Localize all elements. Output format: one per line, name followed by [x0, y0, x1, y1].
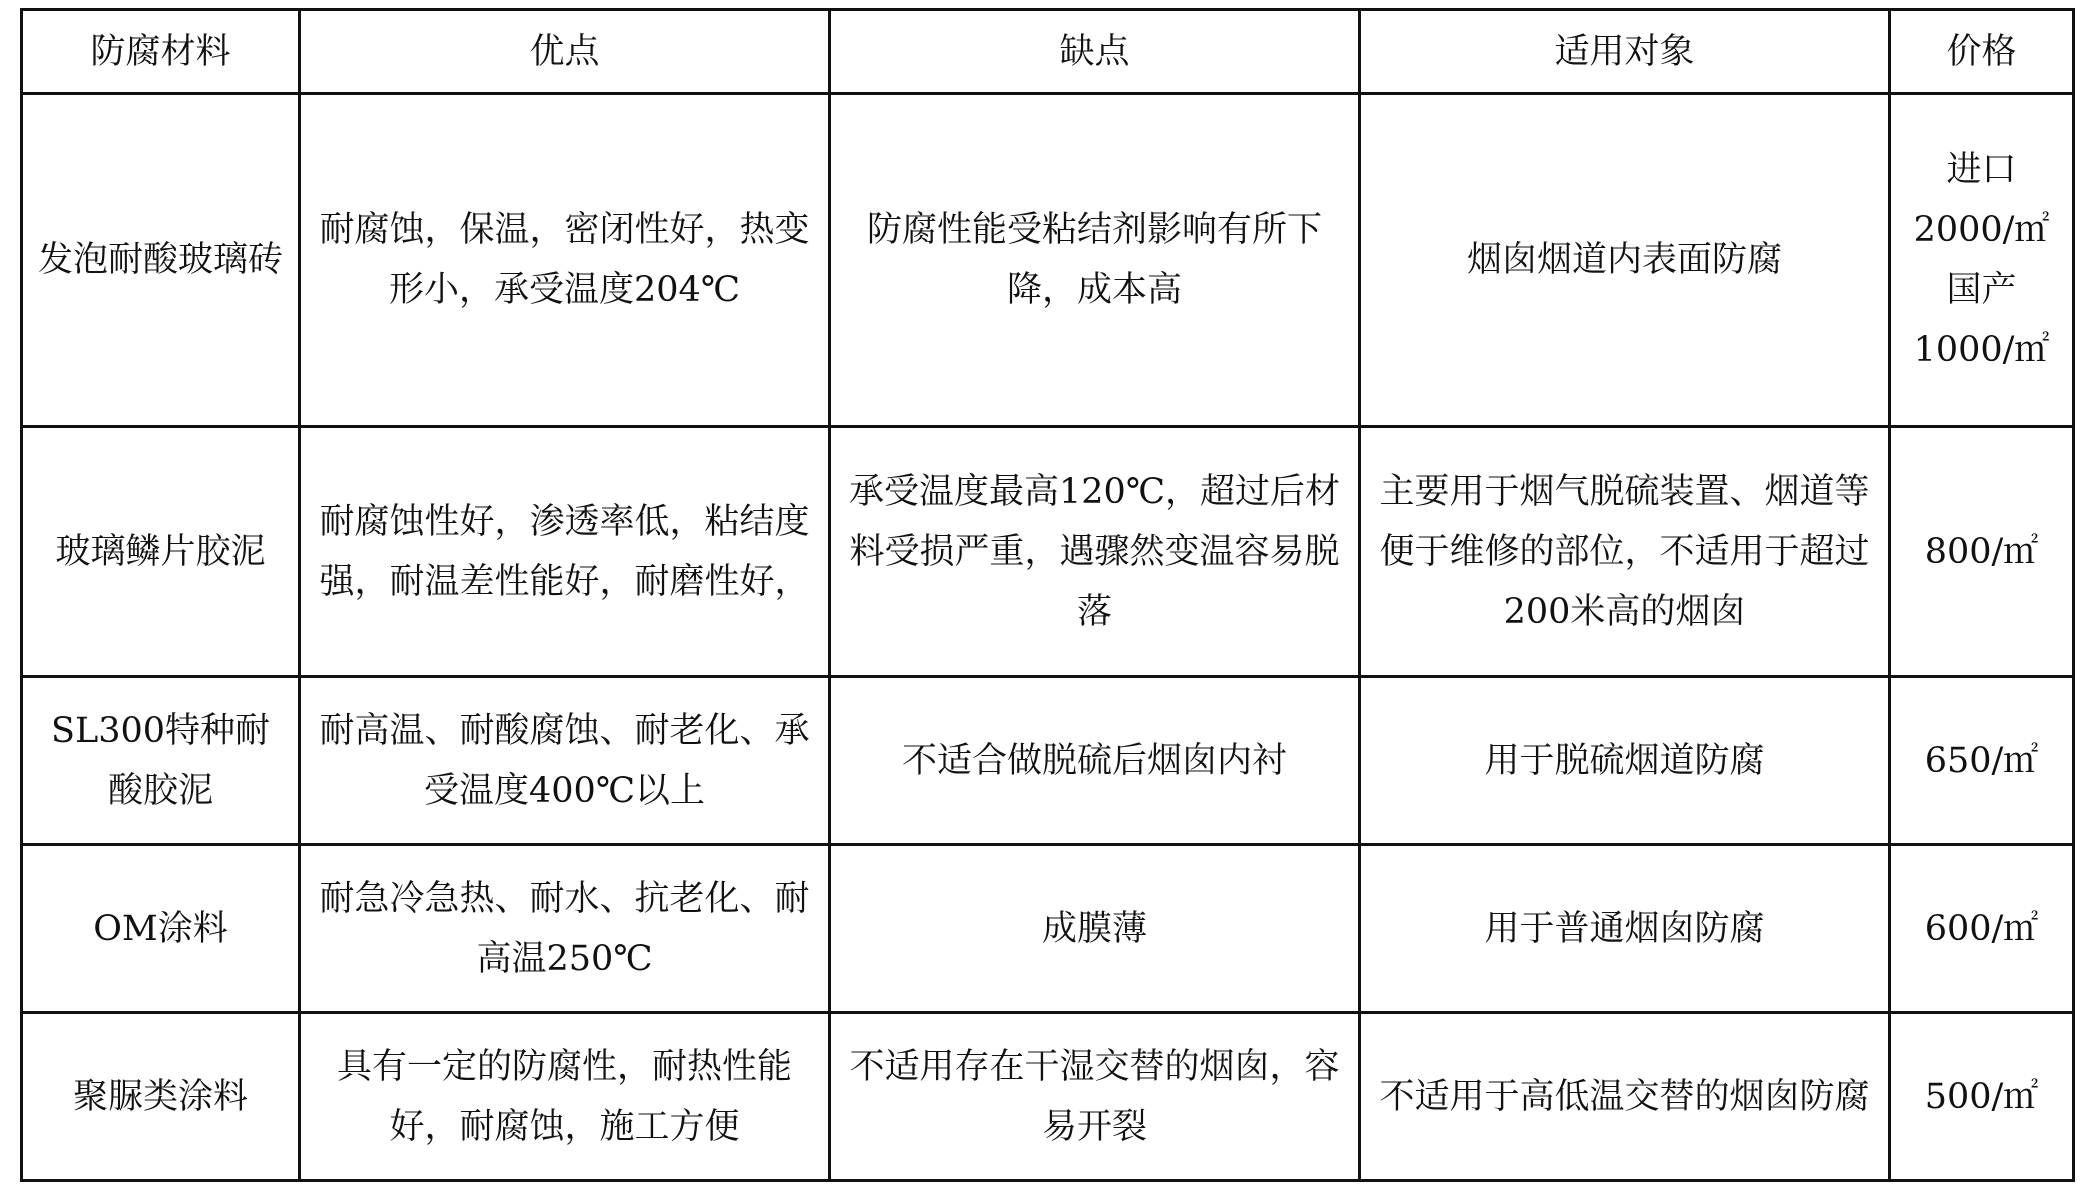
price-cell: [1890, 845, 2074, 1013]
material-cell: 玻璃鳞片胶泥: [22, 427, 300, 677]
price-value-import: 2000/㎡: [1913, 210, 2050, 250]
usage-cell: 用于普通烟囱防腐: [1360, 845, 1890, 1013]
usage-cell: 主要用于烟气脱硫装置、烟道等便于维修的部位，不适用于超过200米高的烟囱: [1360, 427, 1890, 677]
table-row: [22, 677, 2074, 845]
price-value: 650/㎡: [1924, 740, 2039, 781]
header-cons: 缺点: [830, 10, 1360, 94]
material-cell: SL300特种耐酸胶泥: [22, 677, 300, 845]
price-value: 800/㎡: [1924, 531, 2039, 572]
cons-cell: 不适用存在干湿交替的烟囱，容易开裂: [830, 1013, 1360, 1181]
cons-cell: 成膜薄: [830, 845, 1360, 1013]
cons-cell: 不适合做脱硫后烟囱内衬: [830, 677, 1360, 845]
usage-cell: 烟囱烟道内表面防腐: [1360, 94, 1890, 427]
header-usage: 适用对象: [1360, 10, 1890, 94]
usage-cell: 不适用于高低温交替的烟囱防腐: [1360, 1013, 1890, 1181]
header-row: [22, 10, 2074, 94]
usage-cell: 用于脱硫烟道防腐: [1360, 677, 1890, 845]
price-cell: [1890, 677, 2074, 845]
cons-cell: 承受温度最高120℃，超过后材料受损严重，遇骤然变温容易脱落: [830, 427, 1360, 677]
pros-cell: 耐腐蚀，保温，密闭性好，热变形小，承受温度204℃: [300, 94, 830, 427]
price-value-domestic: 1000/㎡: [1913, 330, 2050, 370]
table-row: [22, 427, 2074, 677]
pros-cell: 耐腐蚀性好，渗透率低，粘结度强，耐温差性能好，耐磨性好，: [300, 427, 830, 677]
price-value: 600/㎡: [1924, 908, 2039, 949]
material-cell: 聚脲类涂料: [22, 1013, 300, 1181]
price-label-import: 进口: [1946, 150, 2017, 190]
price-cell: [1890, 427, 2074, 677]
price-cell: [1890, 94, 2074, 427]
material-cell: OM涂料: [22, 845, 300, 1013]
header-price: 价格: [1890, 10, 2074, 94]
anticorrosion-materials-table: [20, 8, 2075, 1182]
table-row: [22, 1013, 2074, 1181]
pros-cell: 耐高温、耐酸腐蚀、耐老化、承受温度400℃以上: [300, 677, 830, 845]
header-material: 防腐材料: [22, 10, 300, 94]
price-cell: [1890, 1013, 2074, 1181]
table-row: [22, 94, 2074, 427]
price-value: 500/㎡: [1924, 1076, 2039, 1117]
pros-cell: 具有一定的防腐性，耐热性能好，耐腐蚀，施工方便: [300, 1013, 830, 1181]
price-label-domestic: 国产: [1946, 270, 2017, 310]
cons-cell: 防腐性能受粘结剂影响有所下降，成本高: [830, 94, 1360, 427]
table-row: [22, 845, 2074, 1013]
pros-cell: 耐急冷急热、耐水、抗老化、耐高温250℃: [300, 845, 830, 1013]
material-cell: 发泡耐酸玻璃砖: [22, 94, 300, 427]
header-pros: 优点: [300, 10, 830, 94]
